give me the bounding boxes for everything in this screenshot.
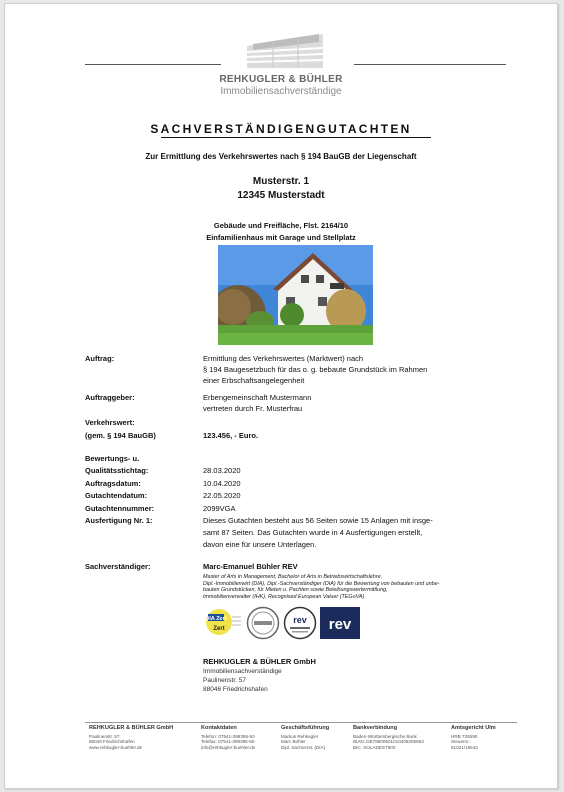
- gutachtennummer-label: Gutachtennummer:: [85, 504, 155, 513]
- footer-line: Paulinenstr. 57: [89, 733, 120, 739]
- expert-credentials: [203, 574, 493, 600]
- footer-line: Baden-Württembergische Bank: [353, 733, 417, 739]
- logo-company-name: REHKUGLER & BÜHLER: [219, 74, 343, 85]
- dia-text: DIA Zert: [205, 616, 227, 622]
- qualitaetsstichtag-label: Qualitätsstichtag:: [85, 466, 149, 475]
- seal-badge-icon: [246, 606, 280, 640]
- qualitaetsstichtag-value: 28.03.2020: [203, 466, 241, 475]
- footer-bank: [353, 726, 424, 751]
- footer-contact: [201, 726, 255, 751]
- footer-line: BIC: SOLADEST600: [353, 745, 396, 751]
- footer-line: Dipl. Sachverst. (DIA): [281, 745, 326, 751]
- footer-line: HRB 735590: [451, 733, 478, 739]
- footer-rule: [85, 722, 517, 723]
- ausfertigung-value-2: samt 87 Seiten. Das Gutachten wurde in 4 Ausfertigungen erstellt,: [203, 528, 423, 537]
- sachverstaendiger-label: Sachverständiger:: [85, 562, 151, 571]
- verkehrswert-label-1: Verkehrswert:: [85, 418, 135, 427]
- company-logo-icon: [223, 32, 339, 72]
- verkehrswert-value: 123.456, - Euro.: [203, 431, 259, 440]
- rev-round-text: rev: [293, 615, 307, 625]
- bewertungs-label: Bewertungs- u.: [85, 454, 140, 463]
- footer-line: www.rehkugler-buehler.de: [89, 745, 143, 751]
- auftraggeber-value-2: vertreten durch Fr. Musterfrau: [203, 404, 303, 413]
- document-title: SACHVERSTÄNDIGENGUTACHTEN: [150, 122, 412, 136]
- footer-line: Markus Rehkugler: [281, 733, 319, 739]
- footer-line: IBAN: DE78600501010405305653: [353, 739, 424, 745]
- credential-line: Dipl.-Immobilienwirt (DIA), Dipl.-Sachverständiger (DIA) für die Bewertung von bebauten und unbe-: [203, 580, 440, 587]
- footer-court: [451, 726, 496, 751]
- footer-heading: Kontaktdaten: [201, 725, 237, 731]
- auftrag-value-1: Ermittlung des Verkehrswertes (Marktwert) nach: [203, 354, 364, 363]
- logo-tagline: Immobiliensachverständige: [220, 86, 342, 97]
- rev-round-badge: [283, 606, 317, 640]
- firm-line-1: Immobiliensachverständige: [203, 668, 282, 675]
- svg-text:Zert: Zert: [213, 626, 225, 632]
- report-page: [4, 3, 558, 789]
- footer-line: Telefon: 07541-399395-50: [201, 733, 255, 739]
- header-rule-left: [85, 64, 221, 65]
- firm-name: REHKUGLER & BÜHLER GmbH: [203, 657, 316, 666]
- credential-line: Immobilienverwalter (IHK), Recognised European Valuer (TEGoVA): [203, 593, 365, 600]
- ausfertigung-label: Ausfertigung Nr. 1:: [85, 516, 153, 525]
- object-description-1: Gebäude und Freifläche, Flst. 2164/10: [213, 221, 349, 230]
- footer-line: 88046 Friedrichshafen: [89, 739, 135, 745]
- footer-line: Telefax: 07541-399395-60: [201, 739, 255, 745]
- footer-company: [89, 726, 173, 751]
- address-street: Musterstr. 1: [252, 176, 310, 187]
- address-city: 12345 Musterstadt: [237, 190, 325, 201]
- footer-line: info@rehkugler-buehler.de: [201, 745, 256, 751]
- footer-line: Steuernr.:: [451, 739, 471, 745]
- dia-zert-badge: [205, 607, 243, 637]
- gutachtendatum-label: Gutachtendatum:: [85, 491, 148, 500]
- document-subtitle: Zur Ermittlung des Verkehrswertes nach § 194 BauGB der Liegenschaft: [145, 152, 417, 161]
- auftraggeber-value-1: Erbengemeinschaft Mustermann: [203, 393, 312, 402]
- auftragsdatum-label: Auftragsdatum:: [85, 479, 141, 488]
- footer-heading: REHKUGLER & BÜHLER GmbH: [89, 725, 174, 731]
- auftrag-value-3: einer Erbschaftsangelegenheit: [203, 376, 305, 385]
- gutachtendatum-value: 22.05.2020: [203, 491, 241, 500]
- header-rule-right: [354, 64, 506, 65]
- auftrag-label: Auftrag:: [85, 354, 115, 363]
- firm-line-3: 88046 Friedrichshafen: [203, 686, 268, 693]
- firm-line-2: Paulinenstr. 57: [203, 677, 247, 684]
- footer-line: 61021/18543: [451, 745, 478, 751]
- credential-line: bauten Grundstücken, für Mieten u. Pachten sowie Beleihungswertermittlung,: [203, 587, 388, 594]
- verkehrswert-label-2: (gem. § 194 BauGB): [85, 431, 156, 440]
- expert-name: Marc-Emanuel Bühler REV: [203, 562, 298, 571]
- rev-square-text: rev: [328, 616, 352, 633]
- property-photo: [218, 245, 373, 345]
- footer-heading: Amtsgericht Ulm: [451, 725, 496, 731]
- ausfertigung-value-1: Dieses Gutachten besteht aus 56 Seiten sowie 15 Anlagen mit insge-: [203, 516, 433, 525]
- credential-line: Master of Arts in Management, Bachelor of Arts in Betriebswirtschaftslehre,: [203, 574, 383, 580]
- auftrag-value-2: § 194 Baugesetzbuch für das o. g. bebaute Grundstück im Rahmen: [203, 365, 428, 374]
- title-underline: [161, 137, 431, 138]
- auftraggeber-label: Auftraggeber:: [85, 393, 135, 402]
- ausfertigung-value-3: davon eine für unsere Unterlagen.: [203, 540, 317, 549]
- footer-line: Marc Bühler: [281, 739, 306, 745]
- footer-heading: Geschäftsführung: [281, 725, 330, 731]
- footer-management: [281, 726, 329, 751]
- auftragsdatum-value: 10.04.2020: [203, 479, 241, 488]
- footer-heading: Bankverbindung: [353, 725, 398, 731]
- rev-square-badge: [320, 607, 360, 639]
- object-description-2: Einfamilienhaus mit Garage und Stellplatz: [206, 233, 356, 242]
- gutachtennummer-value: 2099VGA: [203, 504, 236, 513]
